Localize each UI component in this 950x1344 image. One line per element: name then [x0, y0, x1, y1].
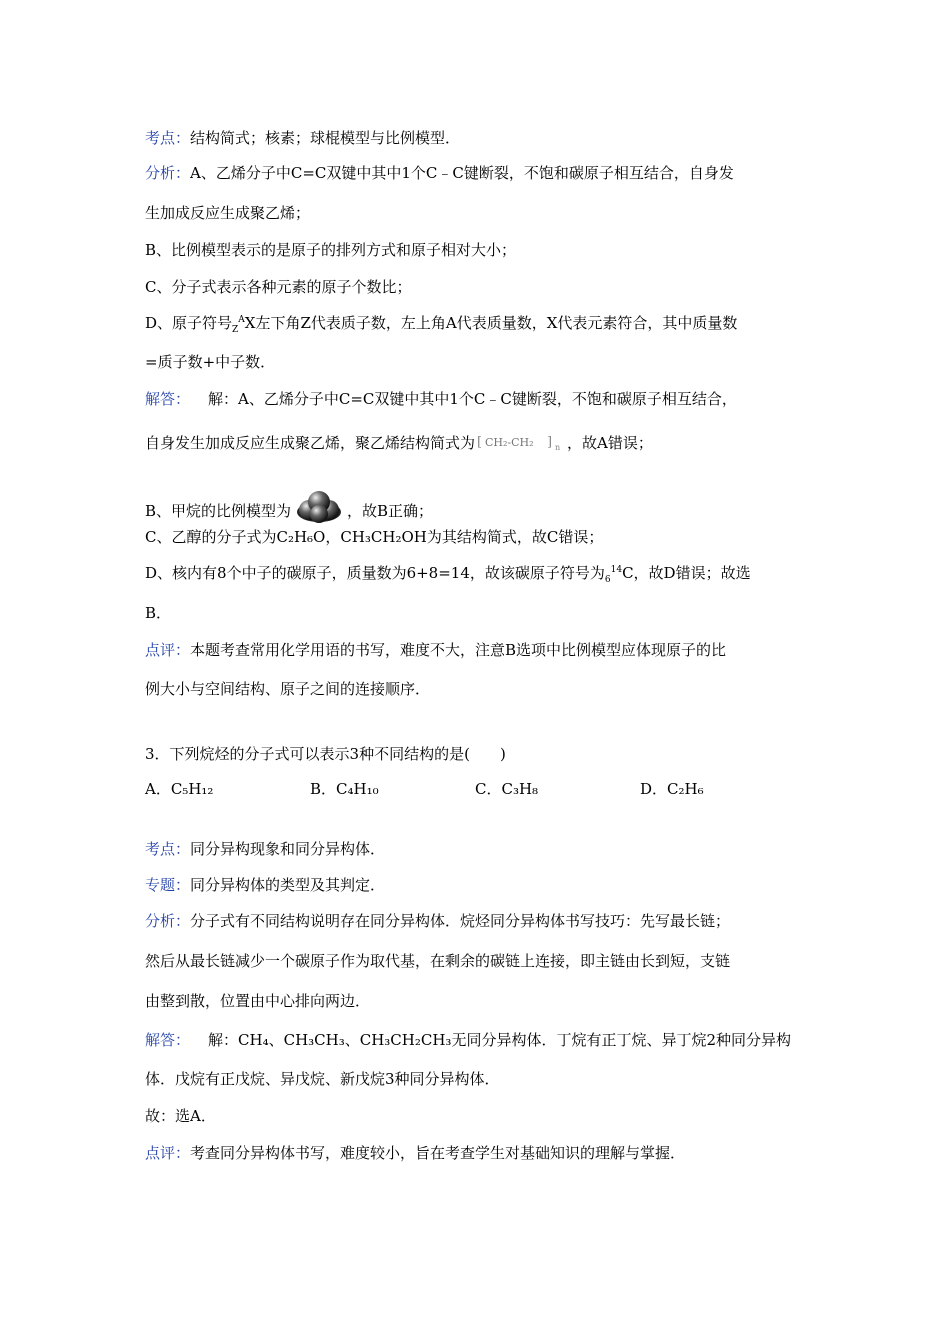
- dianping-line-2: 例大小与空间结构、原子之间的连接顺序．: [145, 680, 431, 698]
- jieda-3-line-2: 体．戊烷有正戊烷、异戊烷、新戊烷3种同分异构体．: [145, 1070, 500, 1088]
- kaodian-3-label: 考点：: [145, 840, 191, 858]
- fenxi-line-4: C、分子式表示各种元素的原子个数比；: [145, 278, 412, 296]
- jieda-text-2-pre: 自身发生加成反应生成聚乙烯，聚乙烯结构简式为: [145, 434, 476, 452]
- jieda-3-line-3: 故：选A．: [145, 1107, 216, 1125]
- jieda-text-5-post: C，故D错误；故选: [622, 564, 751, 582]
- fenxi-text-5-post: X左下角Z代表质子数，左上角A代表质量数，X代表元素符合，其中质量数: [244, 314, 738, 332]
- fenxi-label: 分析：: [145, 164, 191, 182]
- fenxi-line-5: [145, 313, 890, 333]
- svg-text:n: n: [555, 443, 561, 452]
- fenxi-line-1: [145, 163, 890, 183]
- zhuanti-3-line: [145, 875, 890, 895]
- zhuanti-3-text: 同分异构体的类型及其判定．: [190, 876, 386, 894]
- nuclide-c-z: 6: [604, 575, 611, 585]
- kaodian-text: 结构简式；核素；球棍模型与比例模型．: [190, 129, 461, 147]
- fenxi-3-label: 分析：: [145, 912, 191, 930]
- kaodian-label: 考点：: [145, 129, 191, 147]
- jieda-line-5: [145, 563, 890, 583]
- jieda-line-3: [145, 490, 890, 529]
- dianping-3-text: 考查同分异构体书写，难度较小，旨在考查学生对基础知识的理解与掌握．: [190, 1144, 686, 1162]
- jieda-text-3-post: ，故B正确；: [347, 502, 434, 520]
- nuclide-z: Z: [232, 325, 239, 335]
- nuclide-c-a: 14: [610, 565, 623, 575]
- nuclide-a: A: [238, 315, 245, 325]
- zhuanti-3-label: 专题：: [145, 876, 191, 894]
- jieda-label: 解答：: [145, 390, 191, 408]
- jieda-line-6: B．: [145, 604, 172, 622]
- fenxi-3-line-2: 然后从最长链减少一个碳原子作为取代基，在剩余的碳链上连接，即主链由长到短，支链: [145, 952, 731, 970]
- option-a: A．C₅H₁₂: [145, 780, 214, 798]
- dianping-line-1: [145, 640, 890, 660]
- fenxi-3-text-1: 分子式有不同结构说明存在同分异构体．烷烃同分异构体书写技巧：先写最长链；: [190, 912, 731, 930]
- jieda-3-label: 解答：: [145, 1031, 191, 1049]
- question-3-stem: 3．下列烷烃的分子式可以表示3种不同结构的是( ): [145, 745, 506, 763]
- svg-text:CH₂-CH₂: CH₂-CH₂: [485, 436, 534, 449]
- polyethylene-formula-image: [477, 432, 565, 457]
- svg-text:[: [: [477, 435, 483, 450]
- dianping-label: 点评：: [145, 641, 191, 659]
- jieda-line-1: [145, 389, 890, 409]
- dianping-text-1: 本题考查常用化学用语的书写，难度不大，注意B选项中比例模型应体现原子的比: [190, 641, 727, 659]
- svg-text:]: ]: [547, 435, 553, 450]
- jieda-text-2-post: ，故A错误；: [567, 434, 653, 452]
- dianping-3-label: 点评：: [145, 1144, 191, 1162]
- jieda-3-text-1: 解：CH₄、CH₃CH₃、CH₃CH₂CH₃无同分异构体．丁烷有正丁烷、异丁烷2种同分异构: [208, 1031, 791, 1049]
- kaodian-3-text: 同分异构现象和同分异构体．: [190, 840, 386, 858]
- fenxi-text-5-pre: D、原子符号: [145, 314, 233, 332]
- dianping-3-line: [145, 1143, 890, 1163]
- kaodian-line: [145, 128, 890, 148]
- option-b: B．C₄H₁₀: [310, 780, 379, 798]
- jieda-text-3-pre: B、甲烷的比例模型为: [145, 502, 292, 520]
- jieda-line-4: C、乙醇的分子式为C₂H₆O，CH₃CH₂OH为其结构简式，故C错误；: [145, 528, 604, 546]
- methane-space-filling-model-icon: [295, 490, 343, 529]
- fenxi-line-2: 生加成反应生成聚乙烯；: [145, 204, 311, 222]
- kaodian-3-line: [145, 839, 890, 859]
- fenxi-text-1: A、乙烯分子中C=C双键中其中1个C﹣C键断裂，不饱和碳原子相互结合，自身发: [190, 164, 734, 182]
- jieda-text-5-pre: D、核内有8个中子的碳原子，质量数为6+8=14，故该碳原子符号为: [145, 564, 605, 582]
- fenxi-3-line-1: [145, 911, 890, 931]
- jieda-3-line-1: [145, 1030, 890, 1050]
- option-c: C．C₃H₈: [475, 780, 539, 798]
- fenxi-line-6: =质子数+中子数．: [145, 353, 276, 371]
- jieda-text-1: 解：A、乙烯分子中C=C双键中其中1个C﹣C键断裂，不饱和碳原子相互结合，: [208, 390, 737, 408]
- fenxi-3-line-3: 由整到散，位置由中心排向两边．: [145, 992, 371, 1010]
- jieda-line-2: [145, 432, 890, 457]
- option-d: D．C₂H₆: [640, 780, 704, 798]
- fenxi-line-3: B、比例模型表示的是原子的排列方式和原子相对大小；: [145, 241, 517, 259]
